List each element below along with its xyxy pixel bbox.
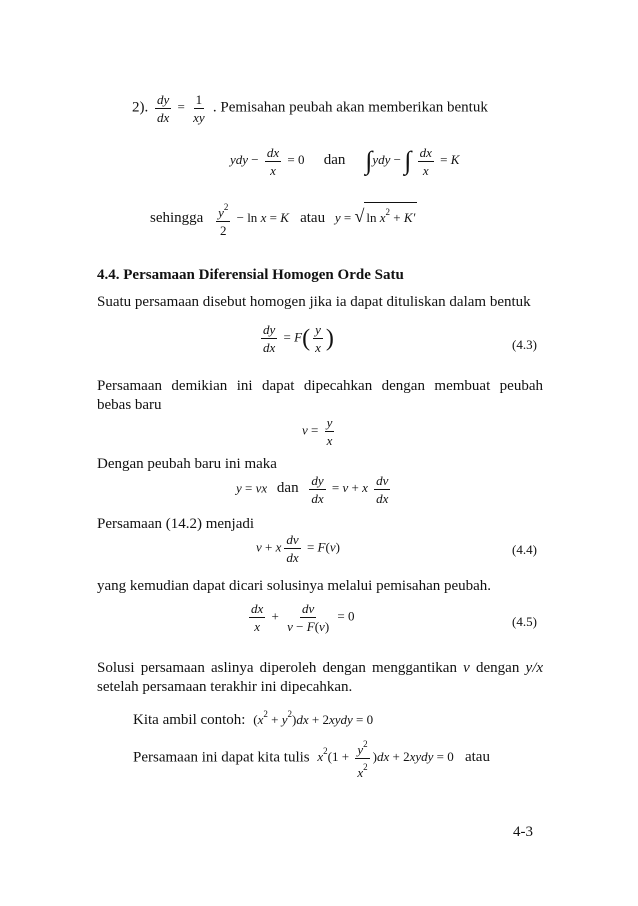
paragraph-5: yang kemudian dapat dicari solusinya melalui pemisahan peubah. bbox=[97, 578, 492, 594]
item2-text: . Pemisahan peubah akan memberikan bentuk bbox=[212, 99, 488, 116]
item2-line bbox=[132, 92, 488, 125]
paragraph-3: Dengan peubah baru ini maka bbox=[97, 456, 277, 472]
item2-atau: atau bbox=[300, 209, 326, 226]
solution-line bbox=[150, 200, 417, 238]
item2-label: 2). bbox=[132, 99, 149, 116]
item2-sehingga: sehingga bbox=[150, 209, 204, 226]
paragraph-6-line-2: setelah persamaan terakhir ini dipecahkan. bbox=[97, 679, 353, 695]
section-dan: dan bbox=[276, 480, 299, 497]
paragraph-6-line-1: Solusi persamaan aslinya diperoleh dengan menggantikan v dengan y/x bbox=[97, 660, 544, 676]
equation-4-3: $\frac{dy}{dx}$ = F( $\frac{y}{x}$ ) bbox=[263, 322, 334, 355]
equation-number-4-5: (4.5) bbox=[512, 614, 537, 629]
derivative-equation: y = vx dan $\frac{dy}{dx}$ = v + x $\frac{dv}{dx}$ bbox=[236, 473, 389, 506]
section-atau: atau bbox=[464, 749, 490, 766]
solution-equation: $\frac{y^2}{2}$ − ln x = K bbox=[218, 202, 293, 238]
page-number: 4-3 bbox=[513, 824, 533, 840]
section-heading: 4.4. Persamaan Diferensial Homogen Orde Satu bbox=[97, 267, 404, 283]
item2-dan: dan bbox=[323, 152, 346, 169]
equation-4-4: v + x $\frac{dv}{dx}$ = F(v) bbox=[256, 532, 340, 565]
paragraph-2-line-1: Persamaan demikian ini dapat dipecahkan dengan membuat peubah bbox=[97, 378, 543, 394]
equation-4-5: $\frac{dx}{x}$ + $\frac{dv}{v - F(v)}$ = 0 bbox=[251, 601, 355, 634]
paragraph-4: Persamaan (14.2) menjadi bbox=[97, 516, 255, 532]
paragraph-2-line-2: bebas baru bbox=[97, 397, 162, 413]
substitution-equation: v = $\frac{y}{x}$ bbox=[302, 415, 333, 448]
paragraph-1: Suatu persamaan disebut homogen jika ia dapat dituliskan dalam bentuk bbox=[97, 294, 531, 310]
equation-number-4-3: (4.3) bbox=[512, 337, 537, 352]
separated-equation: ydy − $\frac{dx}{x}$ = 0 dan ∫ydy − ∫ $\frac{dx}{x}$ = K bbox=[230, 145, 460, 178]
example-line-1: Kita ambil contoh: $(x^2 + y^2)dx$ + 2xydy = 0 bbox=[133, 709, 374, 728]
example-line-2: Persamaan ini dapat kita tulis $x^2(1$ + $\frac{y^2}{x^2}$ )dx + 2xydy = 0 atau bbox=[133, 739, 490, 780]
item2-equation: $\frac{dy}{dx}$ = $\frac{1}{xy}$ bbox=[157, 92, 205, 125]
explicit-solution: y = √ $\ln x^2 + K'$ bbox=[335, 210, 418, 225]
equation-number-4-4: (4.4) bbox=[512, 542, 537, 557]
integral-equation: ∫ydy − ∫ $\frac{dx}{x}$ = K bbox=[365, 145, 460, 178]
